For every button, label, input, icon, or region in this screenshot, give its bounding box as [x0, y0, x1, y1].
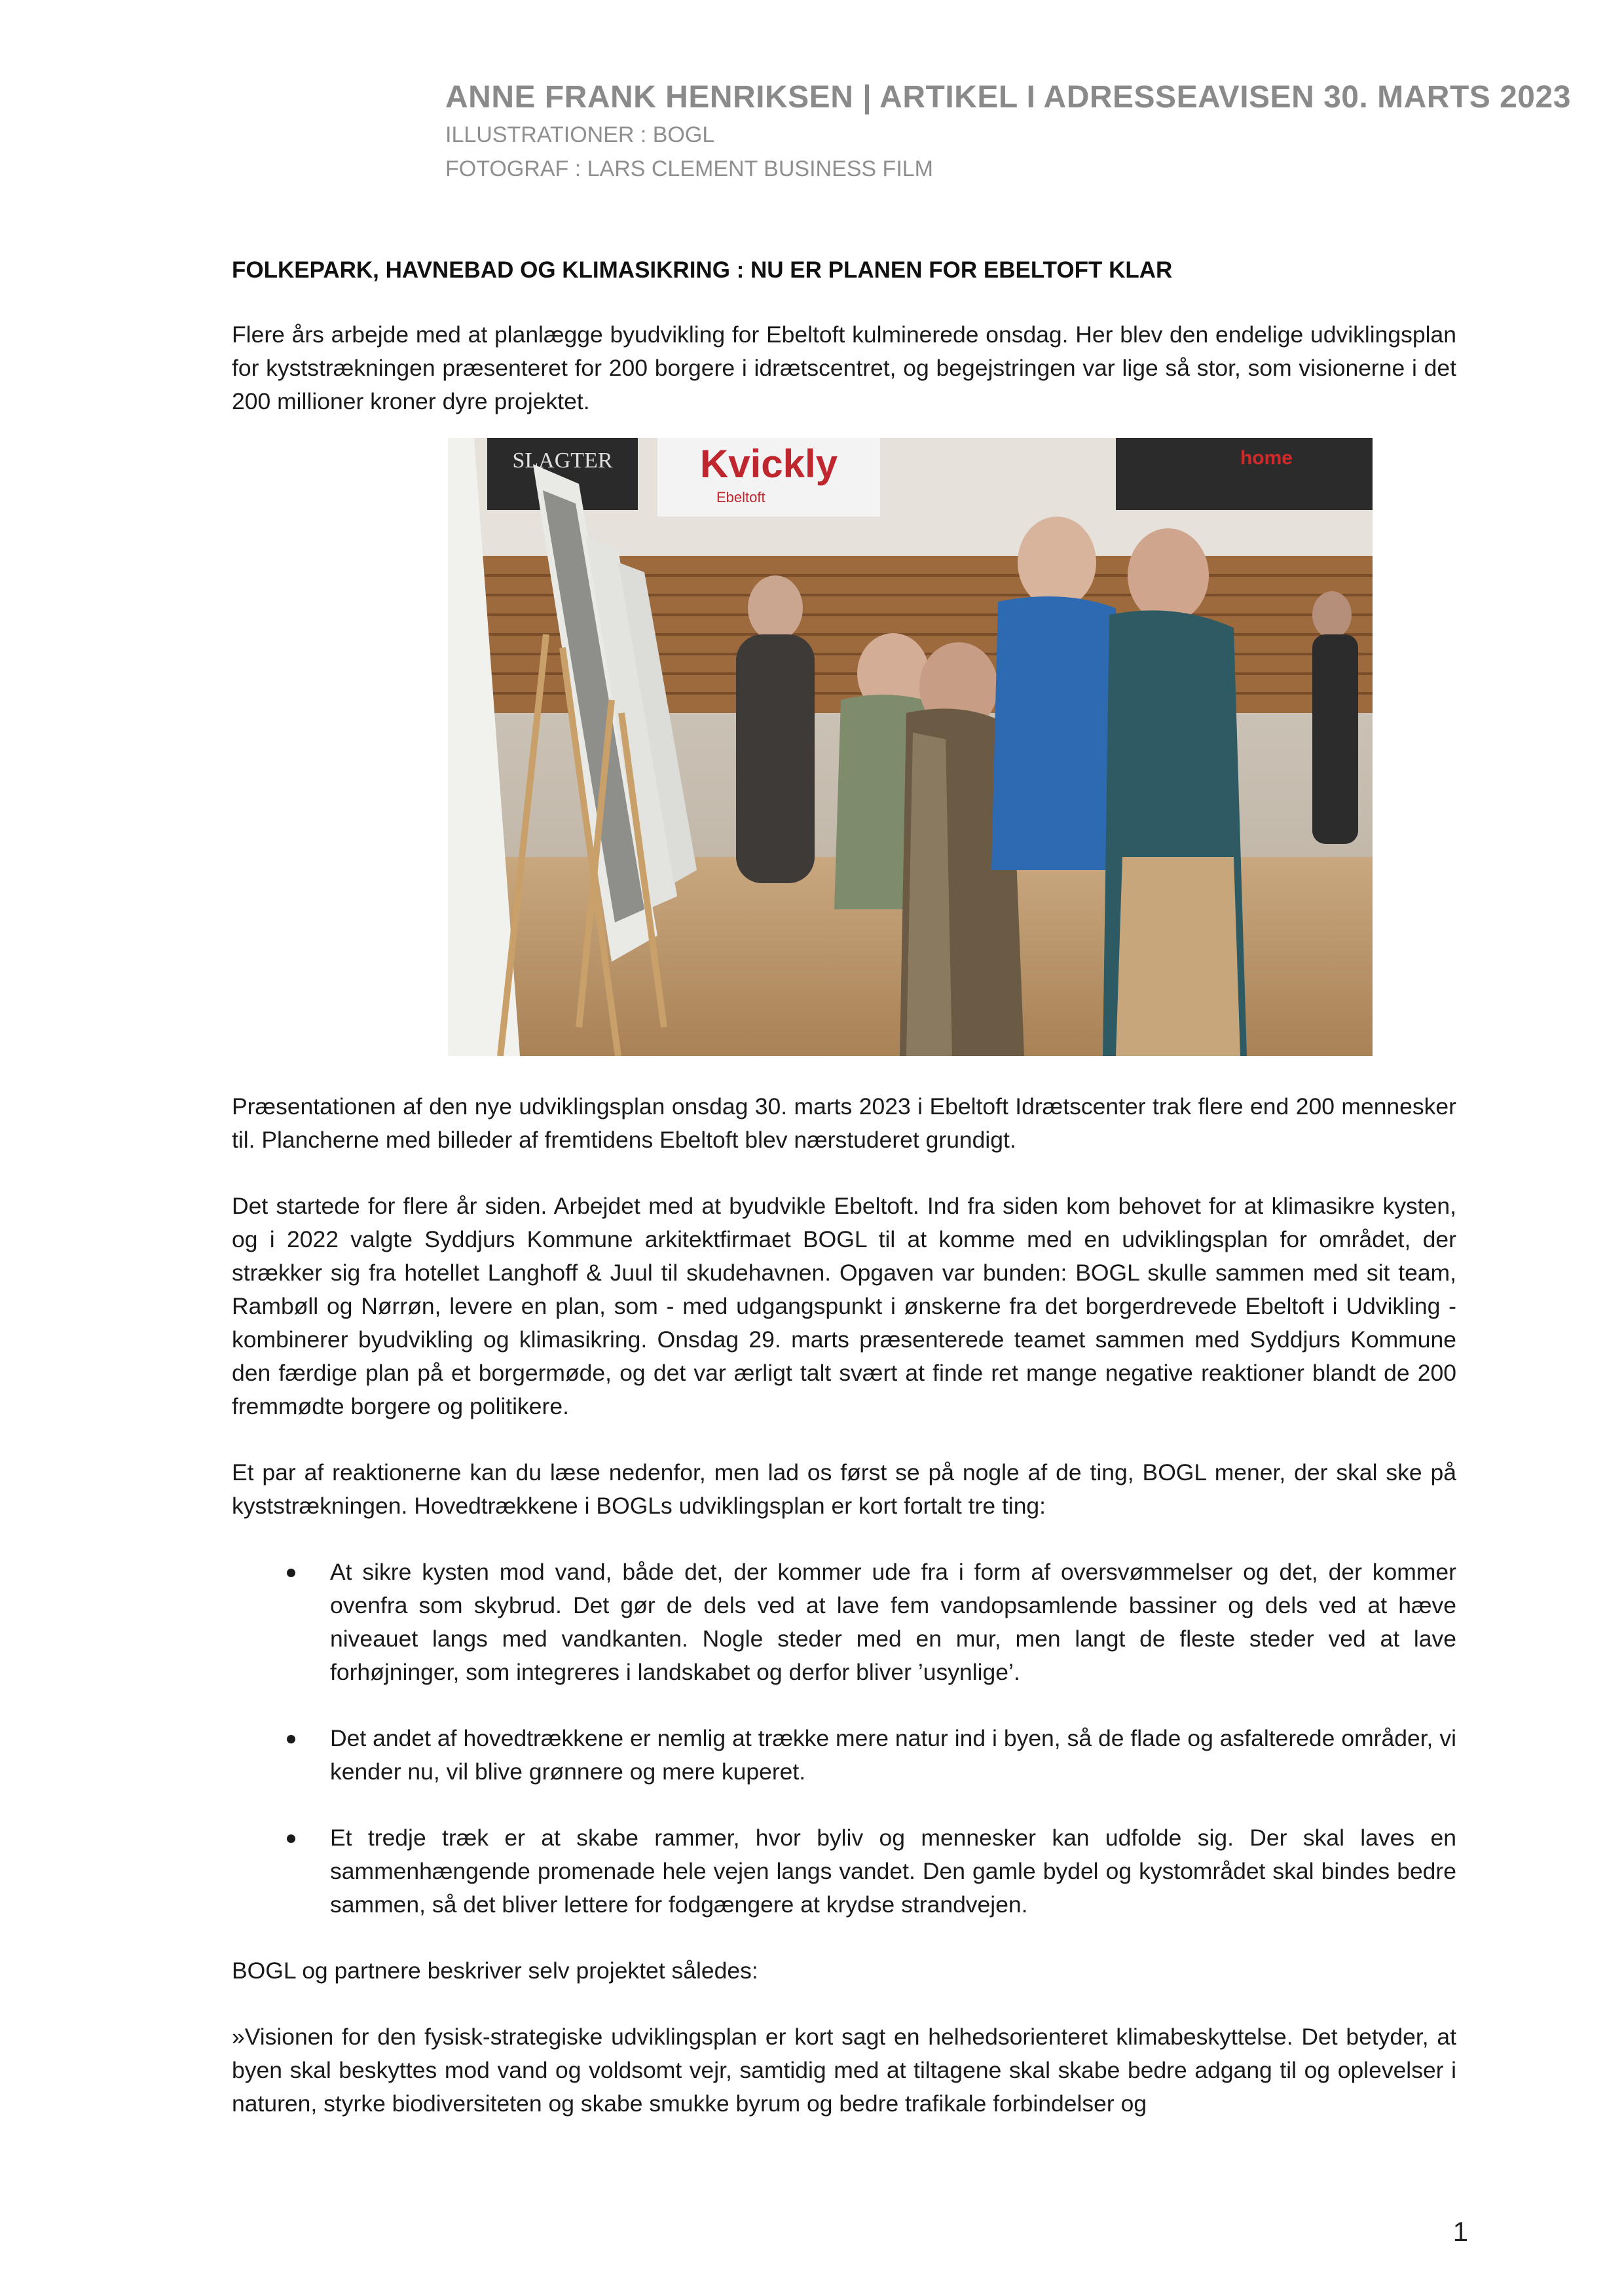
sign-home: home — [1240, 447, 1293, 469]
list-item-text: Et tredje træk er at skabe rammer, hvor byliv og mennesker kan udfolde sig. Der skal laves en sammenhængende promenade hele vejen langs vandet. Den gamle bydel og kystområdet skal bindes bedre sammen, så det bliver lettere for fodgængere at krydse strandvejen. — [330, 1825, 1456, 1918]
sign-slagter: SLAGTER — [512, 448, 613, 473]
list-item-text: At sikre kysten mod vand, både det, der kommer ude fra i form af oversvømmelser og det, der kommer ovenfra som skybrud. Det gør de dels ved at lave fem vandopsamlende bassiner og dels ved at hæve niveauet langs med vandkanten. Nogle steder med en mur, men langt de fleste steder ved at lave forhøjninger, som integreres i landskabet og derfor bliver ’usynlige’. — [330, 1559, 1456, 1685]
article-headline: FOLKEPARK, HAVNEBAD OG KLIMASIKRING : NU ER PLANEN FOR EBELTOFT KLAR — [232, 257, 1173, 283]
bullet-icon — [287, 1834, 295, 1843]
intro-paragraph: Flere års arbejde med at planlægge byudvikling for Ebeltoft kulminerede onsdag. Her blev den endelige udviklingsplan for kyststrækningen præsenteret for 200 borgere i idrætscentret, og begejstringen var lige så stor, som visionerne i det 200 millioner kroner dyre projektet. — [232, 321, 1456, 414]
photo-illustration — [448, 438, 1373, 1056]
header-title: ANNE FRANK HENRIKSEN | ARTIKEL I ADRESSEAVISEN 30. MARTS 2023 — [445, 80, 1571, 115]
bullet-icon — [287, 1569, 295, 1577]
page-number: 1 — [1452, 2216, 1468, 2247]
paragraph-reactions: Et par af reaktionerne kan du læse nedenfor, men lad os først se på nogle af de ting, BOGL mener, der skal ske på kyststrækningen. Hovedtrækkene i BOGLs udviklingsplan er kort fortalt tre ting: — [232, 1459, 1456, 1519]
paragraph-history: Det startede for flere år siden. Arbejdet med at byudvikle Ebeltoft. Ind fra siden kom behovet for at klimasikre kysten, og i 2022 valgte Syddjurs Kommune arkitektfirmaet BOGL til at komme med en udviklingsplan for området, der strækker sig fra hotellet Langhoff & Juul til skudehavnen. Opgaven var bunden: BOGL skulle sammen med sit team, Rambøll og Nørrøn, levere en plan, som - med udgangspunkt i ønskerne fra det borgerdrevede Ebeltoft i Udvikling - kombinerer byudvikling og klimasikring. Onsdag 29. marts præsenterede teamet sammen med Syddjurs Kommune den færdige plan på et borgermøde, og det var ærligt talt svært at finde ret mange negative reaktioner blandt de 200 fremmødte borgere og politikere. — [232, 1193, 1456, 1419]
header-illustrations-credit: ILLUSTRATIONER : BOGL — [445, 122, 715, 147]
photo-caption: Præsentationen af den nye udviklingsplan onsdag 30. marts 2023 i Ebeltoft Idrætscenter trak flere end 200 mennesker til. Plancherne med billeder af fremtidens Ebeltoft blev nærstuderet grundigt. — [232, 1093, 1456, 1153]
list-item — [232, 1722, 1456, 1789]
document-header — [445, 77, 1571, 186]
main-points-list — [232, 1556, 1456, 1922]
article-photo — [448, 438, 1373, 1056]
sign-kvickly: Kvickly — [699, 442, 838, 486]
paragraph-description-intro: BOGL og partnere beskriver selv projektet således: — [232, 1958, 758, 1984]
article-body — [232, 254, 1456, 2121]
header-photographer-credit: FOTOGRAF : LARS CLEMENT BUSINESS FILM — [445, 156, 933, 181]
sign-kvickly-sub: Ebeltoft — [716, 489, 766, 505]
list-item — [232, 1556, 1456, 1689]
bullet-icon — [287, 1735, 295, 1743]
list-item-text: Det andet af hovedtrækkene er nemlig at trække mere natur ind i byen, så de flade og asfalterede områder, vi kender nu, vil blive grønnere og mere kuperet. — [330, 1725, 1456, 1785]
list-item — [232, 1821, 1456, 1922]
quote-paragraph: »Visionen for den fysisk-strategiske udviklingsplan er kort sagt en helhedsorienteret klimabeskyttelse. Det betyder, at byen skal beskyttes mod vand og voldsomt vejr, samtidig med at tiltagene skal skabe bedre adgang til og oplevelser i naturen, styrke biodiversiteten og skabe smukke byrum og bedre trafikale forbindelser og — [232, 2024, 1456, 2117]
